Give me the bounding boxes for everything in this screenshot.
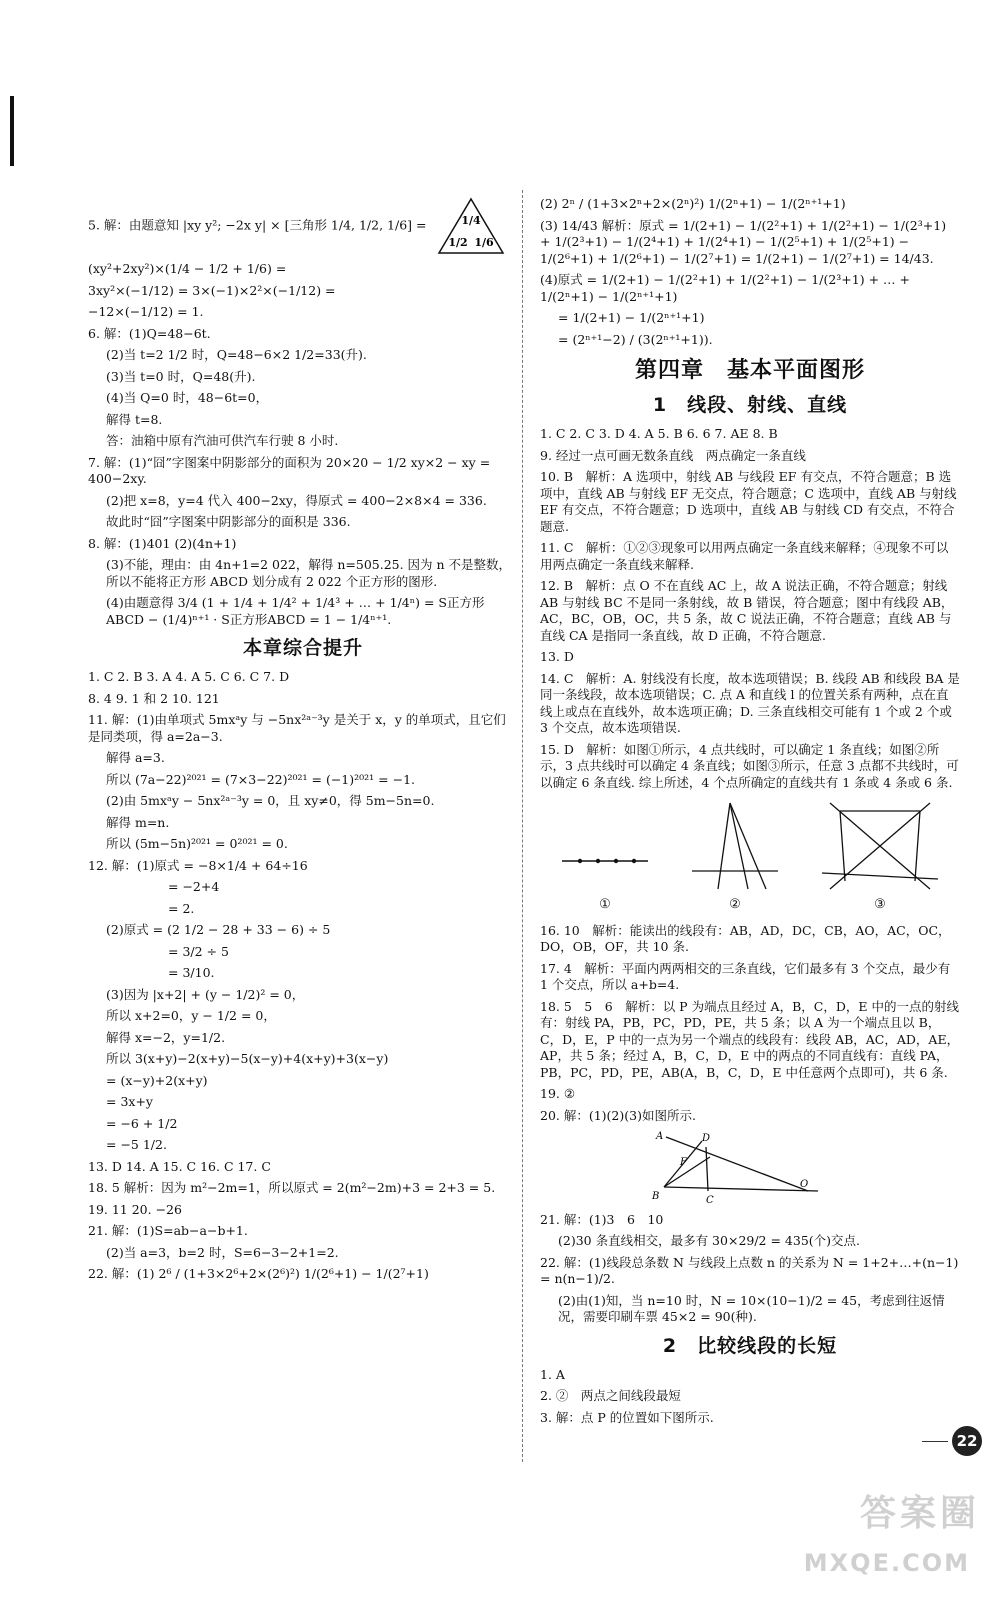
figure-2-label: ② [729, 896, 741, 912]
svg-text:1/2: 1/2 [448, 236, 469, 249]
p8-line-b: (3)不能，理由：由 4n+1=2 022，解得 n=505.25. 因为 n 不是整数，所以不能将正方形 ABCD 划分成有 2 022 个正方形的图形. [106, 557, 512, 589]
figure-20 [650, 1129, 830, 1207]
p8-line-a: 8. 解：(1)401 (2)(4n+1) [88, 535, 237, 551]
r-line-5: = (2ⁿ⁺¹−2) / (3(2ⁿ⁺¹+1)). [558, 331, 713, 347]
t-line-1: 1. A [540, 1366, 565, 1382]
p11-line-b: 解得 a=3. [106, 750, 165, 766]
figure-3 [820, 801, 940, 913]
p11-line-d: (2)由 5mxᵃy − 5nx²ᵃ⁻³y = 0，且 xy≠0，得 5m−5n=0. [106, 793, 435, 809]
r-line-3: (4)原式 = 1/(2+1) − 1/(2²+1) + 1/(2²+1) − 1/(2³+1) + … + 1/(2ⁿ+1) − 1/(2ⁿ⁺¹+1) [540, 272, 910, 304]
answers-8-10: 8. 4 9. 1 和 2 10. 121 [88, 690, 220, 706]
figure-1 [560, 831, 650, 913]
line-figures [540, 801, 960, 913]
s-line-15: (2)30 条直线相交，最多有 30×29/2 = 435(个)交点. [558, 1233, 861, 1249]
p12-line-m: = −6 + 1/2 [106, 1115, 178, 1131]
s-line-12: 19. ② [540, 1086, 576, 1102]
p12-line-e: = 3/2 ÷ 5 [168, 943, 229, 959]
answers-13-17: 13. D 14. A 15. C 16. C 17. C [88, 1158, 271, 1174]
p6-line-a: 6. 解：(1)Q=48−6t. [88, 325, 211, 341]
p11-line-f: 所以 (5m−5n)²⁰²¹ = 0²⁰²¹ = 0. [106, 836, 288, 852]
triangle-figure [436, 196, 506, 256]
p12-line-b: = −2+4 [168, 879, 220, 895]
page-number: 22 [952, 1426, 982, 1456]
section-title-review: 本章综合提升 [242, 637, 363, 659]
p6-line-d: (4)当 Q=0 时，48−6t=0， [106, 390, 269, 405]
p21-line-b: (2)当 a=3，b=2 时，S=6−3−2+1=2. [106, 1244, 339, 1260]
section-title-lines: 1 线段、射线、直线 [652, 394, 848, 417]
p5-line-d: −12×(−1/12) = 1. [88, 304, 204, 319]
s-line-5: 12. B 解析：点 O 不在直线 AC 上，故 A 说法正确，不符合题意；射线 AB 与射线 BC 不是同一条射线，故 B 错误，符合题意；图中有线段 AB，AC，BC，OB，OC，共 5 条，故 C 说法正确，不符合题意；直线 AB 与直线 CA 是指同一条直线，故 D 正确，不符合题意. [540, 578, 954, 643]
answer-18: 18. 5 解析：因为 m²−2m=1，所以原式 = 2(m²−2m)+3 = 2+3 = 5. [88, 1180, 496, 1196]
figure-1-label: ① [599, 896, 611, 912]
s-line-8: 15. D 解析：如图①所示，4 点共线时，可以确定 1 条直线；如图②所示，3 点共线时可以确定 4 条直线；如图③所示，任意 3 点都不共线时，可以确定 6 条直线. 综上所述，4 个点所确定的直线共有 1 条或 4 条或 6 条. [540, 741, 959, 790]
p7-line-c: 故此时“囧”字图案中阴影部分的面积是 336. [106, 514, 351, 529]
watermark-logo: 答案圈 [859, 1493, 980, 1534]
p11-line-c: 所以 (7a−22)²⁰²¹ = (7×3−22)²⁰²¹ = (−1)²⁰²¹ = −1. [106, 771, 415, 787]
s-line-10: 17. 4 解析：平面内两两相交的三条直线，它们最多有 3 个交点，最少有 1 个交点，所以 a+b=4. [540, 960, 951, 993]
p7-line-b: (2)把 x=8，y=4 代入 400−2xy，得原式 = 400−2×8×4 = 336. [106, 492, 487, 508]
section-title-compare: 2 比较线段的长短 [662, 1334, 838, 1357]
s-line-11: 18. 5 5 6 解析：以 P 为端点且经过 A，B，C，D，E 中的一点的射线有：射线 PA，PB，PC，PD，PE，共 5 条；以 A 为一个端点且以 B，C，D，E，P 中的一点为另一个端点的线段有：线段 AB，AC，AD，AE，AP，共 5 条；经过 A，B，C，D，E 中的两点的不同直线有：直线 PA，PB，PC，PD，PE，AB(A，B，C，D，E 中任意两个点即可)，共 6 条. [540, 998, 960, 1080]
p5-line-a [88, 196, 518, 256]
answers-1-7: 1. C 2. B 3. A 4. A 5. C 6. C 7. D [88, 669, 290, 685]
s-line-9: 16. 10 解析：能读出的线段有：AB，AD，DC，CB，AO，AC，OC，DO，OB，OF，共 10 条. [540, 922, 951, 955]
s-line-7: 14. C 解析：A. 射线没有长度，故本选项错误；B. 线段 AB 和线段 BA 是同一条线段，故本选项错误；C. 点 A 和直线 l 的位置关系有两种，点在直线上或点在直线外，故本选项正确；D. 三条直线相交可能有 1 个或 2 个或 3 个交点，故本选项错误. [540, 670, 960, 736]
p21-line-a: 21. 解：(1)S=ab−a−b+1. [88, 1223, 248, 1239]
general-position-diagram [820, 801, 940, 891]
label-F: F [680, 1157, 687, 1169]
figure-2 [690, 801, 780, 913]
left-column [88, 196, 518, 1288]
s-line-13: 20. 解：(1)(2)(3)如图所示. [540, 1107, 696, 1123]
label-B: B [652, 1191, 660, 1203]
p6-line-f: 答：油箱中原有汽油可供汽车行驶 8 小时. [106, 433, 339, 448]
p6-line-c: (3)当 t=0 时，Q=48(升). [106, 368, 256, 384]
p12-line-k: = (x−y)+2(x+y) [106, 1072, 208, 1088]
p12-line-i: 解得 x=−2，y=1/2. [106, 1029, 226, 1045]
t-line-3: 3. 解：点 P 的位置如下图所示. [540, 1409, 714, 1425]
p11-line-a: 11. 解：(1)由单项式 5mxᵃy 与 −5nx²ᵃ⁻³y 是关于 x，y 的单项式，且它们是同类项，得 a=2a−3. [88, 712, 506, 744]
p12-line-l: = 3x+y [106, 1094, 153, 1110]
r-line-2: (3) 14/43 解析：原式 = 1/(2+1) − 1/(2²+1) + 1/(2²+1) − 1/(2³+1) + 1/(2³+1) − 1/(2⁴+1) + 1/(2⁴+1) − 1/(2⁵+1) + 1/(2⁵+1) − 1/(2⁶+1) + 1/(2⁶+1) − 1/(2⁷+1) = 1/(2+1) − 1/(2⁷+1) = 14/43. [540, 217, 947, 266]
label-C: C [706, 1195, 714, 1207]
r-line-4: = 1/(2+1) − 1/(2ⁿ⁺¹+1) [558, 310, 705, 325]
label-D: D [702, 1133, 711, 1145]
p12-line-c: = 2. [168, 900, 195, 916]
three-collinear-diagram [690, 801, 780, 891]
s-line-3: 10. B 解析：A 选项中，射线 AB 与线段 EF 有交点，不符合题意；B 选项中，直线 AB 与射线 EF 无交点，符合题意；C 选项中，直线 AB 与射线 EF 有交点，不符合题意；D 选项中，直线 AB 与射线 CD 有交点，不符合题意. [540, 469, 957, 534]
s-line-6: 13. D [540, 649, 574, 665]
p22-line-a: 22. 解：(1) 2⁶ / (1+3×2⁶+2×(2⁶)²) 1/(2⁶+1) − 1/(2⁷+1) [88, 1266, 429, 1282]
column-divider [522, 190, 523, 1462]
s-line-2: 9. 经过一点可画无数条直线 两点确定一条直线 [540, 447, 806, 463]
p12-line-a: 12. 解：(1)原式 = −8×1/4 + 64÷16 [88, 857, 308, 873]
r-line-1: (2) 2ⁿ / (1+3×2ⁿ+2×(2ⁿ)²) 1/(2ⁿ+1) − 1/(2ⁿ⁺¹+1) [540, 196, 846, 211]
p5-text-a: 5. 解：由题意知 |xy y²; −2x y| × [三角形 1/4, 1/2, 1/6] = [88, 217, 427, 233]
p11-line-e: 解得 m=n. [106, 814, 170, 830]
label-O: O [800, 1179, 809, 1191]
p12-line-j: 所以 3(x+y)−2(x+y)−5(x−y)+4(x+y)+3(x−y) [106, 1051, 389, 1067]
right-column [540, 196, 960, 1431]
svg-text:1/4: 1/4 [461, 214, 482, 227]
p8-line-c: (4)由题意得 3/4 (1 + 1/4 + 1/4² + 1/4³ + … + 1/4ⁿ) = S正方形ABCD − (1/4)ⁿ⁺¹ · S正方形ABCD = 1 − 1/4ⁿ⁺¹. [106, 595, 485, 627]
p12-line-n: = −5 1/2. [106, 1137, 167, 1153]
chapter-title: 第四章 基本平面图形 [634, 358, 865, 383]
svg-text:1/6: 1/6 [474, 236, 495, 249]
t-line-2: 2. ② 两点之间线段最短 [540, 1388, 681, 1404]
s-line-1: 1. C 2. C 3. D 4. A 5. B 6. 6 7. AE 8. B [540, 426, 778, 442]
margin-bar [10, 96, 14, 166]
collinear-points-diagram [560, 831, 650, 891]
p6-line-e: 解得 t=8. [106, 411, 163, 427]
answers-19-20: 19. 11 20. −26 [88, 1201, 182, 1217]
p5-line-b: (xy²+2xy²)×(1/4 − 1/2 + 1/6) = [88, 261, 287, 276]
page-number-dash [922, 1441, 948, 1442]
p7-line-a: 7. 解：(1)“囧”字图案中阴影部分的面积为 20×20 − 1/2 xy×2 − xy = 400−2xy. [88, 454, 491, 486]
watermark-url: MXQE.COM [803, 1549, 970, 1577]
p12-line-d: (2)原式 = (2 1/2 − 28 + 33 − 6) ÷ 5 [106, 922, 331, 938]
p6-line-b: (2)当 t=2 1/2 时，Q=48−6×2 1/2=33(升). [106, 347, 367, 362]
p5-line-c: 3xy²×(−1/12) = 3×(−1)×2²×(−1/12) = [88, 282, 336, 298]
s-line-4: 11. C 解析：①②③现象可以用两点确定一条直线来解释；④现象不可以用两点确定一条直线来解释. [540, 540, 949, 572]
s-line-16: 22. 解：(1)线段总条数 N 与线段上点数 n 的关系为 N = 1+2+…+(n−1) = n(n−1)/2. [540, 1254, 959, 1287]
label-A: A [656, 1131, 664, 1143]
s-line-17: (2)由(1)知，当 n=10 时，N = 10×(10−1)/2 = 45，考虑到往返情况，需要印刷车票 45×2 = 90(种). [558, 1292, 945, 1325]
s-line-14: 21. 解：(1)3 6 10 [540, 1211, 664, 1227]
figure-3-label: ③ [874, 896, 886, 912]
p12-line-g: (3)因为 |x+2| + (y − 1/2)² = 0， [106, 986, 305, 1002]
p12-line-f: = 3/10. [168, 965, 215, 981]
p12-line-h: 所以 x+2=0，y − 1/2 = 0， [106, 1008, 276, 1024]
